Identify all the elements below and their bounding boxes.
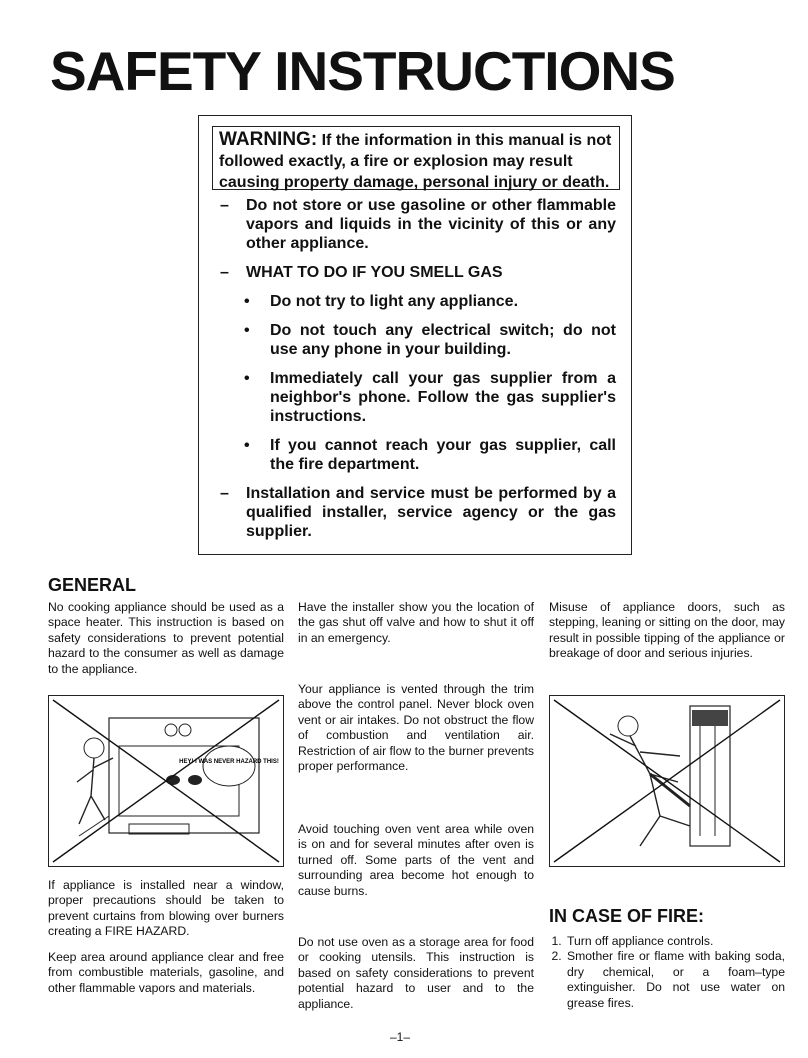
middle-p4-text: Do not use oven as a storage area for food or cooking utensils. This instruction is based on safety considerations to prevent potential hazard to user and to the appliance. xyxy=(298,935,534,1011)
page-title: SAFETY INSTRUCTIONS xyxy=(50,40,675,102)
gas-step: • Immediately call your gas supplier from a neighbor's phone. Follow the gas supplier's instructions. xyxy=(244,370,616,425)
warning-item: – Installation and service must be performed by a qualified installer, service agency or the gas supplier. xyxy=(220,485,616,540)
general-p1-text: No cooking appliance should be used as a space heater. This instruction is based on safety considerations to prevent potential hazard to the consumer as well as damage to the appliance. xyxy=(48,600,284,676)
right-p1 xyxy=(549,600,785,662)
gas-step: • If you cannot reach your gas supplier, call the fire department. xyxy=(244,437,616,473)
gas-step: • Do not try to light any appliance. xyxy=(220,292,616,311)
gas-step-text: If you cannot reach your gas supplier, call the fire department. xyxy=(270,437,616,473)
middle-p4 xyxy=(298,935,534,1012)
middle-p1 xyxy=(298,600,534,646)
warning-item-text: Do not store or use gasoline or other flammable vapors and liquids in the vicinity of this or any other appliance. xyxy=(246,197,616,252)
general-p3-text: Keep area around appliance clear and free from combustible materials, gasoline, and other flammable vapors and materials. xyxy=(48,950,284,995)
middle-p2-text: Your appliance is vented through the trim above the control panel. Never block oven vent or air intakes. Do not obstruct the flow of combustion and ventilation air. Restriction of air flow to the burner prevents proper performance. xyxy=(298,682,534,774)
person-hazard-icon xyxy=(550,696,784,866)
general-p1 xyxy=(48,600,284,677)
warning-item: – WHAT TO DO IF YOU SMELL GAS xyxy=(220,263,616,282)
illustration-child-on-door xyxy=(48,695,284,867)
middle-p3-text: Avoid touching oven vent area while oven is on and for several minutes after oven is turned off. Some parts of the vent and surrounding area become hot enough to cause burns. xyxy=(298,822,534,898)
warning-text: If the information in this manual is not followed exactly, a fire or explosion may result causing property damage, personal injury or death. xyxy=(219,132,612,191)
fire-heading: IN CASE OF FIRE: xyxy=(549,906,705,926)
warning-label: WARNING: xyxy=(219,129,318,150)
illustration-person-leaning xyxy=(549,695,785,867)
gas-step: • Do not touch any electrical switch; do not use any phone in your building. xyxy=(244,322,616,358)
child-hazard-icon xyxy=(49,696,283,866)
fire-step: 1. Turn off appliance controls. xyxy=(565,934,785,949)
general-p2-text: If appliance is installed near a window, proper precautions should be taken to prevent curtains from blowing over burners creating a FIRE HAZARD. xyxy=(48,878,284,939)
gas-step-text: Do not touch any electrical switch; do not use any phone in your building. xyxy=(270,322,616,358)
middle-p2 xyxy=(298,682,534,774)
general-heading: GENERAL xyxy=(48,575,137,595)
warning-header xyxy=(212,126,620,190)
gas-step-text: Do not try to light any appliance. xyxy=(270,293,519,310)
page-number: –1– xyxy=(390,1030,411,1044)
gas-step-text: Immediately call your gas supplier from a neighbor's phone. Follow the gas supplier's instructions. xyxy=(270,370,616,425)
middle-p3 xyxy=(298,822,534,899)
warning-item-text: WHAT TO DO IF YOU SMELL GAS xyxy=(246,264,503,281)
fire-step: 2. Smother fire or flame with baking soda, dry chemical, or a foam–type extinguisher. Do not use water on grease fires. xyxy=(565,949,785,1011)
warning-item: – Do not store or use gasoline or other flammable vapors and liquids in the vicinity of this or any other appliance. xyxy=(220,197,616,252)
warning-item-text: Installation and service must be performed by a qualified installer, service agency or the gas supplier. xyxy=(246,485,616,540)
middle-p1-text: Have the installer show you the location of the gas shut off valve and how to shut it off in an emergency. xyxy=(298,600,534,645)
fire-steps xyxy=(549,934,785,1011)
warning-list xyxy=(220,196,616,551)
general-p3 xyxy=(48,950,284,996)
right-p1-text: Misuse of appliance doors, such as stepping, leaning or sitting on the door, may result in possible tipping of the appliance or breakage of door and serious injuries. xyxy=(549,600,785,661)
speech-text: HEY! I WAS NEVER HAZARD THIS! xyxy=(179,759,279,765)
general-p2 xyxy=(48,878,284,940)
